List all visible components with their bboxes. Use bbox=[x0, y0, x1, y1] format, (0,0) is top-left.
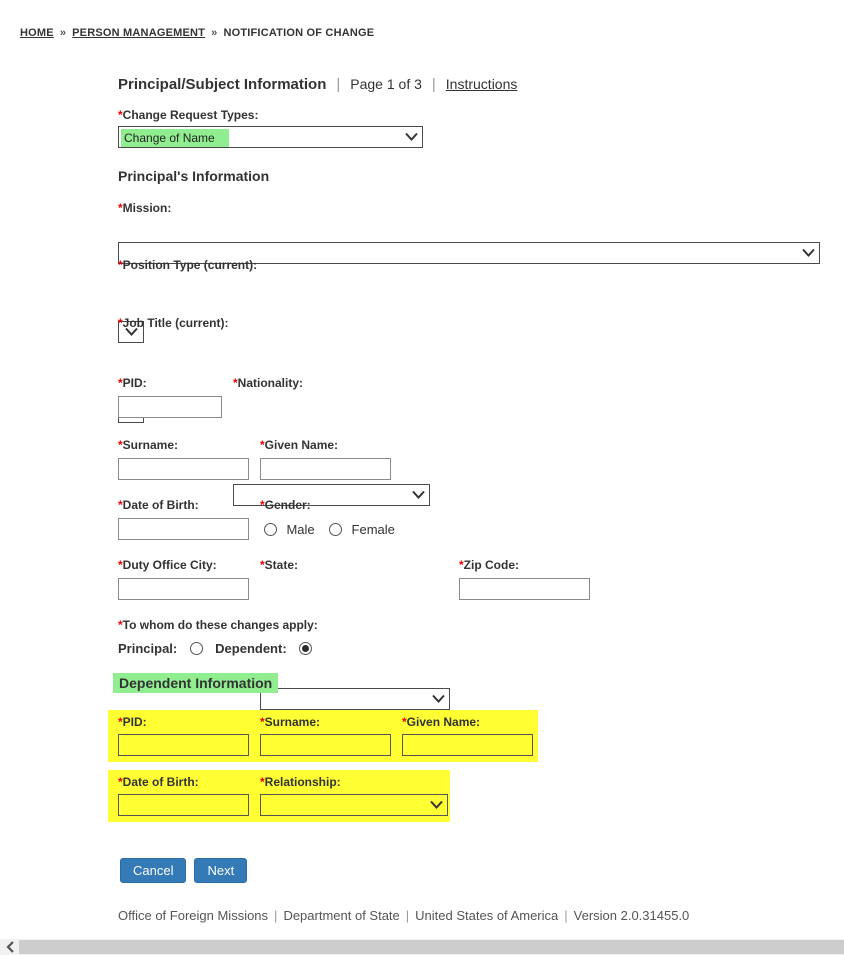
dependent-pid-label: *PID: bbox=[118, 715, 147, 729]
gender-radio-group bbox=[264, 521, 395, 539]
given-name-label: *Given Name: bbox=[260, 438, 339, 452]
breadcrumb-separator: » bbox=[211, 27, 218, 39]
dependent-relationship-label: *Relationship: bbox=[260, 775, 341, 789]
apply-to-principal-label: Principal: bbox=[118, 641, 178, 656]
instructions-link[interactable]: Instructions bbox=[445, 76, 518, 92]
page-title: Principal/Subject Information bbox=[118, 76, 327, 93]
dependent-relationship-select[interactable] bbox=[260, 794, 448, 816]
apply-to-radio-group bbox=[118, 640, 312, 658]
dependent-fields-block-2 bbox=[108, 770, 450, 822]
dependent-dob-input[interactable] bbox=[118, 794, 249, 816]
cancel-button[interactable]: Cancel bbox=[120, 858, 186, 883]
gender-male-label: Male bbox=[286, 522, 315, 537]
dependent-fields-block-1 bbox=[108, 710, 538, 762]
footer-dept: Department of State bbox=[283, 908, 400, 923]
scroll-left-arrow-icon[interactable] bbox=[0, 939, 19, 955]
surname-input[interactable] bbox=[118, 458, 249, 480]
duty-office-city-label: *Duty Office City: bbox=[118, 558, 217, 572]
apply-to-principal-radio[interactable] bbox=[190, 642, 203, 655]
state-label: *State: bbox=[260, 558, 299, 572]
chevron-down-icon bbox=[432, 695, 445, 704]
state-select[interactable] bbox=[260, 688, 450, 710]
surname-label: *Surname: bbox=[118, 438, 179, 452]
chevron-down-icon bbox=[802, 249, 815, 258]
gender-male-radio[interactable] bbox=[264, 523, 277, 536]
mission-label: *Mission: bbox=[118, 201, 172, 215]
dependent-information-heading: Dependent Information bbox=[113, 673, 278, 693]
footer-org: Office of Foreign Missions bbox=[118, 908, 269, 923]
pid-label: *PID: bbox=[118, 376, 147, 390]
footer-separator: | bbox=[405, 908, 410, 923]
scrollbar-thumb[interactable] bbox=[19, 940, 844, 954]
principal-information-heading: Principal's Information bbox=[118, 168, 270, 184]
change-request-selected-value: Change of Name bbox=[121, 129, 229, 147]
footer-separator: | bbox=[564, 908, 568, 923]
apply-to-label: *To whom do these changes apply: bbox=[118, 618, 318, 632]
breadcrumb-separator: » bbox=[59, 27, 67, 39]
horizontal-scrollbar[interactable] bbox=[0, 939, 844, 955]
page-indicator: Page 1 of 3 bbox=[350, 76, 422, 92]
dependent-given-name-input[interactable] bbox=[402, 734, 533, 756]
gender-female-label: Female bbox=[351, 522, 395, 537]
chevron-down-icon bbox=[405, 133, 418, 142]
dependent-pid-input[interactable] bbox=[118, 734, 249, 756]
form-header bbox=[118, 76, 517, 93]
footer-separator: | bbox=[274, 908, 278, 923]
breadcrumb bbox=[20, 27, 374, 39]
breadcrumb-person-management-link[interactable]: PERSON MANAGEMENT bbox=[72, 27, 206, 39]
breadcrumb-home-link[interactable]: HOME bbox=[20, 27, 54, 39]
change-request-types-select[interactable] bbox=[118, 126, 423, 148]
apply-to-dependent-radio[interactable] bbox=[299, 642, 312, 655]
dependent-information-heading-wrap bbox=[113, 675, 278, 693]
footer-version: Version 2.0.31455.0 bbox=[573, 908, 690, 923]
date-of-birth-input[interactable] bbox=[118, 518, 249, 540]
dependent-surname-label: *Surname: bbox=[260, 715, 321, 729]
header-separator: | bbox=[336, 76, 341, 93]
breadcrumb-current-page: NOTIFICATION OF CHANGE bbox=[223, 27, 375, 39]
duty-office-city-input[interactable] bbox=[118, 578, 249, 600]
gender-female-radio[interactable] bbox=[329, 523, 342, 536]
dependent-dob-label: *Date of Birth: bbox=[118, 775, 199, 789]
gender-label: *Gender: bbox=[260, 498, 311, 512]
footer-country: United States of America bbox=[415, 908, 559, 923]
form-actions bbox=[120, 858, 255, 883]
chevron-down-icon bbox=[412, 491, 425, 500]
position-type-label: *Position Type (current): bbox=[118, 258, 258, 272]
dependent-surname-input[interactable] bbox=[260, 734, 391, 756]
pid-input[interactable] bbox=[118, 396, 222, 418]
given-name-input[interactable] bbox=[260, 458, 391, 480]
job-title-label: *Job Title (current): bbox=[118, 316, 229, 330]
chevron-down-icon bbox=[430, 801, 443, 810]
nationality-label: *Nationality: bbox=[233, 376, 304, 390]
zip-code-input[interactable] bbox=[459, 578, 590, 600]
form-area bbox=[118, 70, 828, 940]
next-button[interactable]: Next bbox=[194, 858, 247, 883]
apply-to-dependent-label: Dependent: bbox=[215, 641, 287, 656]
change-request-types-label: *Change Request Types: bbox=[118, 108, 259, 122]
dependent-given-name-label: *Given Name: bbox=[402, 715, 481, 729]
date-of-birth-label: *Date of Birth: bbox=[118, 498, 199, 512]
footer bbox=[118, 908, 689, 923]
zip-code-label: *Zip Code: bbox=[459, 558, 519, 572]
header-separator: | bbox=[431, 76, 436, 93]
